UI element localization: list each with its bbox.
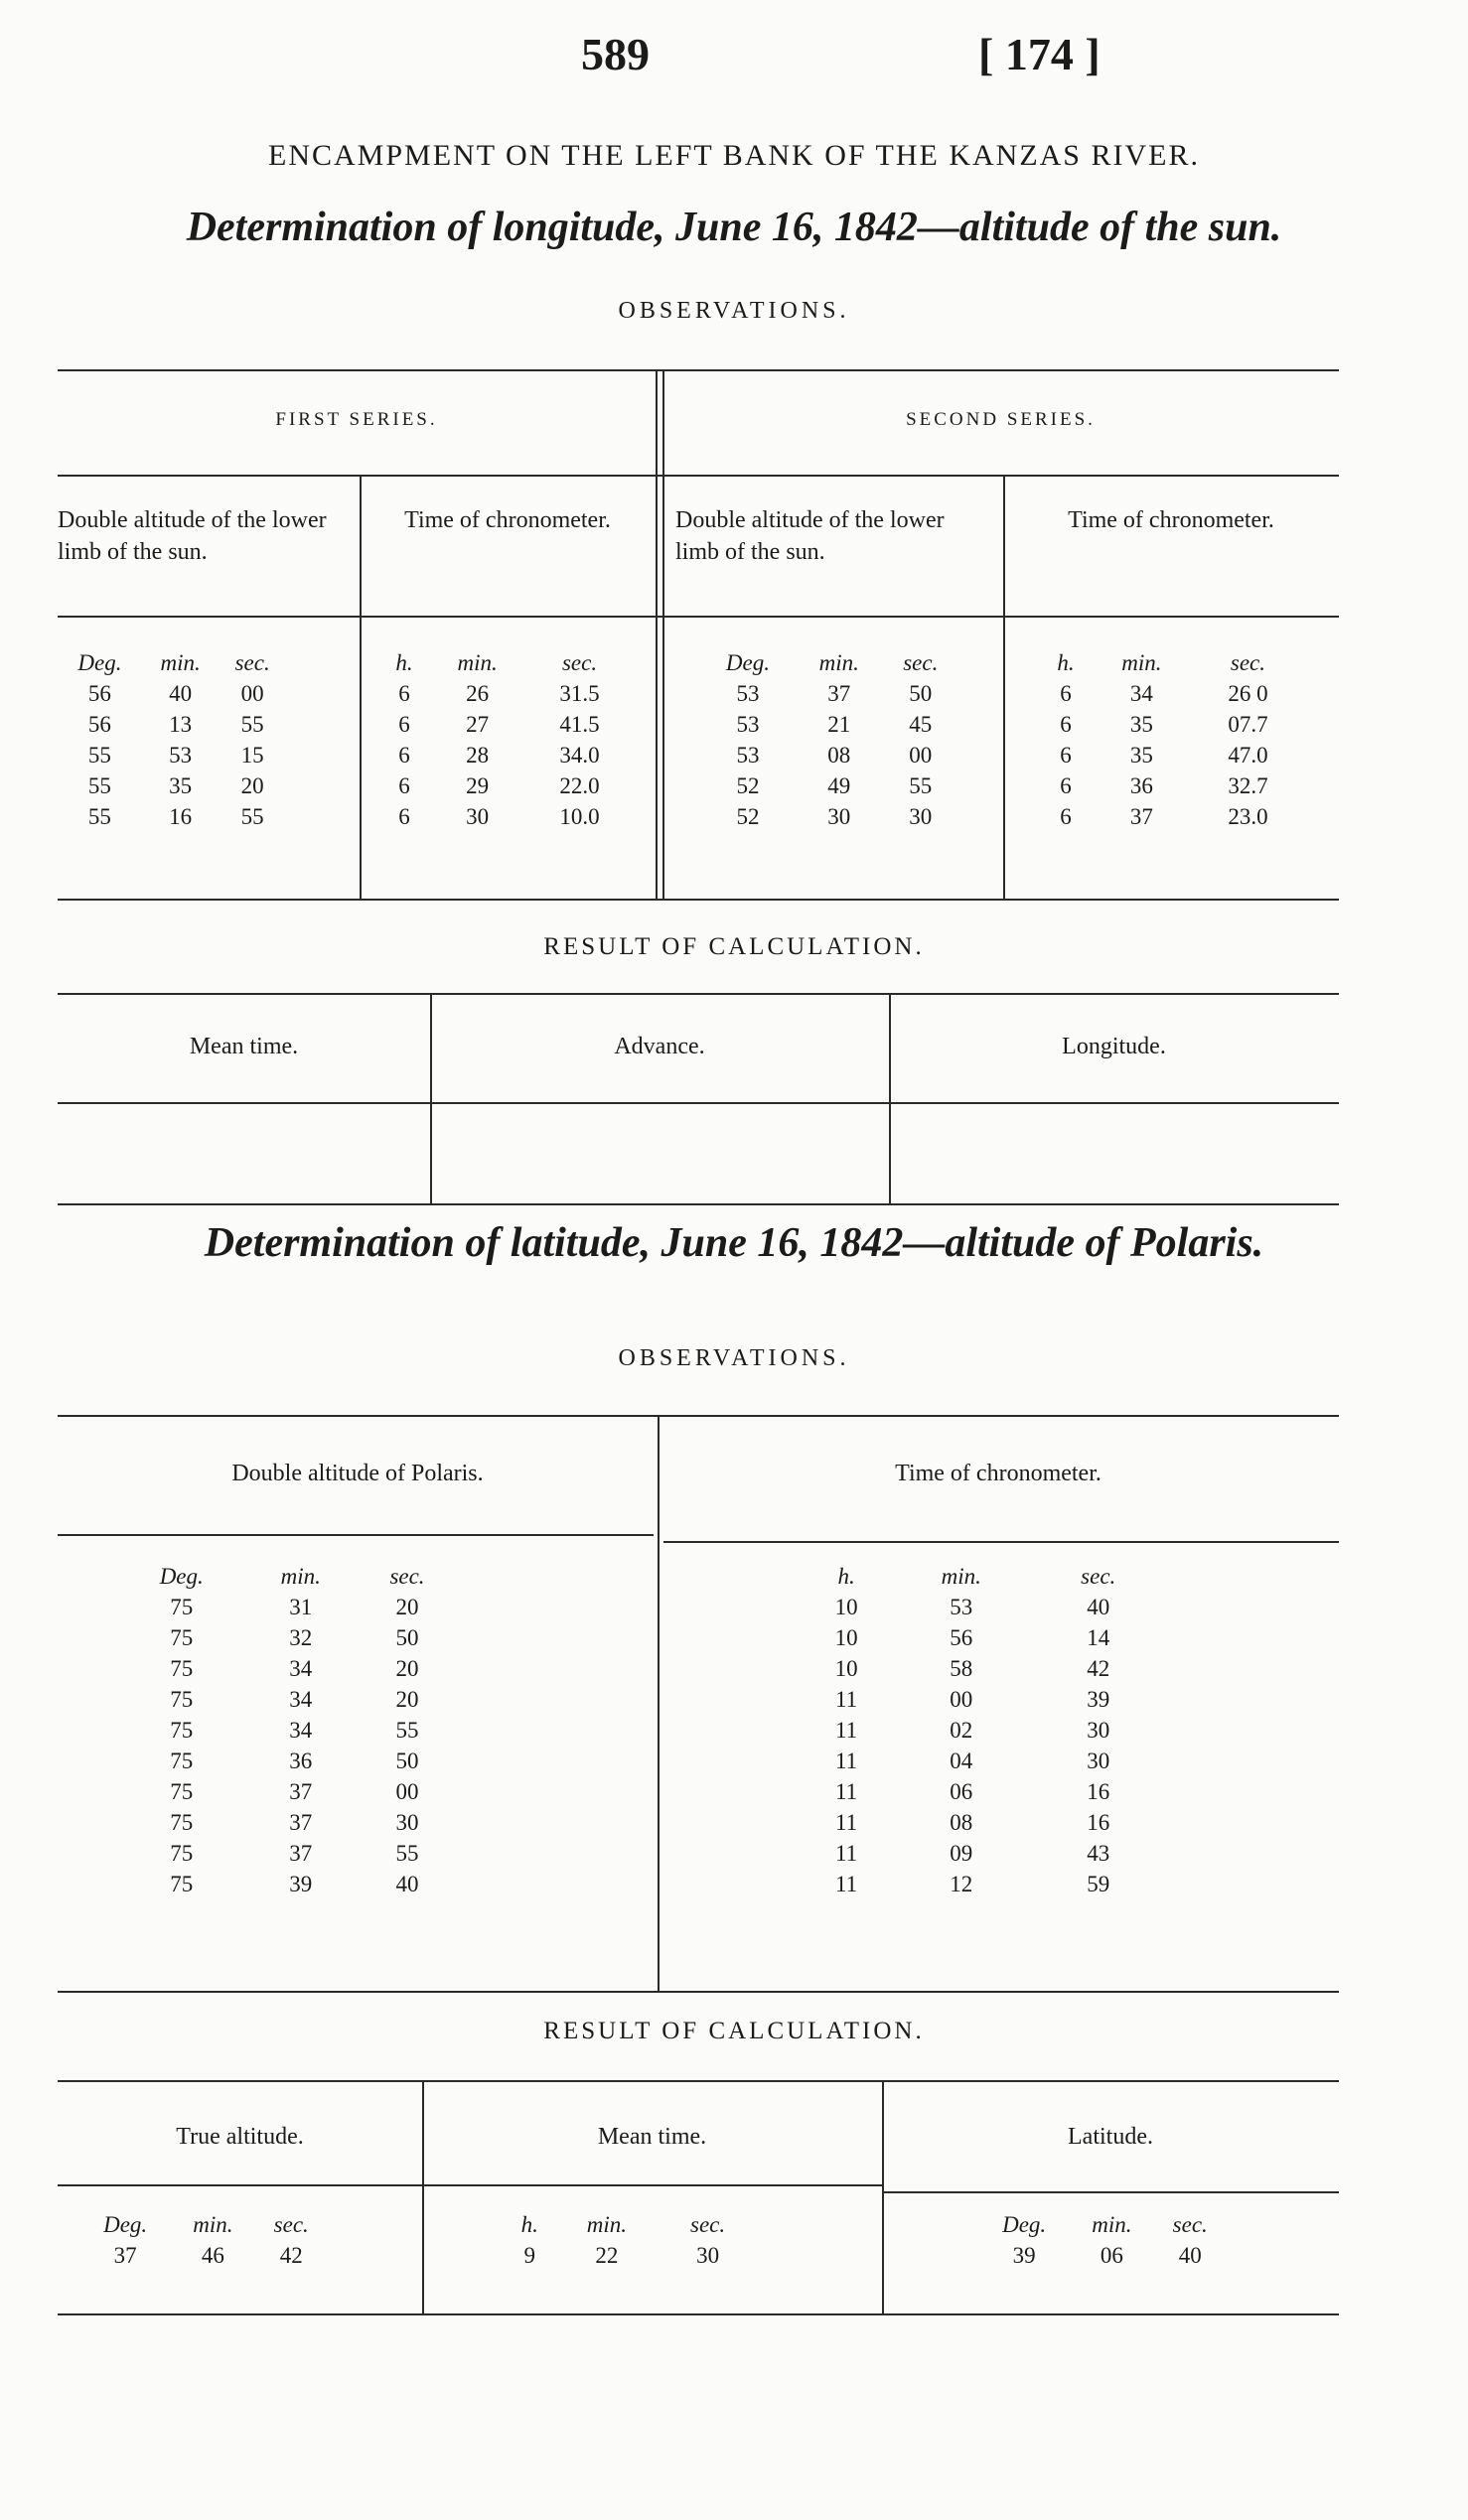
unit-h: h. [1057,649,1075,675]
unit-deg: Deg. [159,1563,204,1589]
table-row [58,770,286,801]
cell: 55 [909,772,933,798]
cell: 45 [909,711,933,737]
cell: 49 [827,772,851,798]
unit-sec: sec. [903,649,939,675]
units-row [119,1561,457,1592]
cell: 55 [87,772,111,798]
cell: 59 [1087,1871,1110,1896]
table-row [700,770,958,801]
cell: 46 [201,2242,224,2268]
cell: 06 [1100,2242,1123,2268]
latitude-altitude-values [119,1561,457,1899]
cell: 04 [950,1748,973,1773]
longitude-result-label: RESULT OF CALCULATION. [543,933,925,960]
cell: 06 [950,1778,973,1804]
second-series-time-values [1043,647,1301,832]
cell: 53 [736,711,760,737]
table-row [119,1622,457,1653]
unit-sec: sec. [690,2211,726,2237]
page-number: 589 [581,29,650,79]
cell: 31 [289,1594,313,1619]
unit-sec: sec. [273,2211,309,2237]
units-row [79,2209,328,2240]
cell: 39 [289,1871,313,1896]
cell: 52 [736,803,760,829]
cell: 75 [170,1809,194,1835]
first-time-header: Time of chronometer. [404,507,611,533]
cell: 55 [395,1840,419,1866]
cell: 56 [950,1624,973,1650]
cell: 6 [1060,742,1072,768]
second-series-altitude-values [700,647,958,832]
unit-min: min. [457,649,498,675]
cell: 30 [1087,1717,1110,1743]
table-row [1043,678,1301,709]
result-col-advance: Advance. [614,1034,705,1059]
cell: 37 [113,2242,137,2268]
cell: 55 [87,803,111,829]
cell: 6 [398,680,410,706]
cell: 14 [1087,1624,1110,1650]
units-row [382,647,631,678]
cell: 39 [1087,1686,1110,1712]
cell: 50 [909,680,933,706]
cell: 08 [950,1809,973,1835]
table-row [119,1592,457,1622]
table-row [79,2240,328,2271]
cell: 42 [279,2242,303,2268]
cell: 30 [1087,1748,1110,1773]
unit-sec: sec. [561,649,598,675]
table-row [58,801,286,832]
cell: 02 [950,1717,973,1743]
cell: 20 [395,1686,419,1712]
table-row [700,740,958,770]
table-row [507,2240,755,2271]
table-row [58,709,286,740]
unit-deg: Deg. [1002,2211,1047,2237]
cell: 75 [170,1840,194,1866]
table-row [1043,709,1301,740]
cell: 16 [169,803,193,829]
cell: 20 [240,772,264,798]
latitude-title: Determination of latitude, June 16, 1842—altitude of Polaris. [204,1220,1264,1266]
cell: 32 [289,1624,313,1650]
result-col-latitude: Latitude. [1068,2124,1153,2150]
cell: 6 [398,803,410,829]
mean-time-value [507,2209,755,2271]
cell: 40 [1087,1594,1110,1619]
table-row [805,1838,1162,1869]
cell: 26 0 [1228,680,1268,706]
table-row [119,1869,457,1899]
unit-deg: Deg. [725,649,770,675]
table-row [978,2240,1227,2271]
cell: 55 [395,1717,419,1743]
cell: 11 [835,1809,858,1835]
cell: 30 [466,803,490,829]
cell: 6 [1060,680,1072,706]
cell: 75 [170,1686,194,1712]
cell: 10.0 [559,803,600,829]
cell: 36 [289,1748,313,1773]
units-row [978,2209,1227,2240]
first-series-label: FIRST SERIES. [275,409,438,430]
cell: 29 [466,772,490,798]
longitude-title: Determination of longitude, June 16, 1842—altitude of the sun. [186,205,1282,250]
cell: 11 [835,1686,858,1712]
cell: 37 [289,1809,313,1835]
cell: 12 [950,1871,973,1896]
units-row [1043,647,1301,678]
latitude-time-values [805,1561,1162,1899]
cell: 09 [950,1840,973,1866]
cell: 15 [240,742,264,768]
cell: 6 [398,772,410,798]
unit-min: min. [941,1563,981,1589]
cell: 6 [398,711,410,737]
cell: 55 [240,711,264,737]
units-row [507,2209,755,2240]
table-row [382,709,631,740]
unit-min: min. [193,2211,233,2237]
cell: 11 [835,1778,858,1804]
unit-sec: sec. [1081,1563,1116,1589]
cell: 23.0 [1228,803,1268,829]
unit-min: min. [280,1563,321,1589]
cell: 34.0 [559,742,600,768]
cell: 75 [170,1778,194,1804]
cell: 34 [1129,680,1153,706]
unit-min: min. [586,2211,627,2237]
cell: 34 [289,1655,313,1681]
table-row [119,1776,457,1807]
cell: 00 [909,742,933,768]
cell: 37 [289,1778,313,1804]
cell: 35 [1129,742,1153,768]
table-row [1043,740,1301,770]
second-series-label: SECOND SERIES. [906,409,1096,430]
cell: 00 [950,1686,973,1712]
cell: 22 [595,2242,619,2268]
cell: 42 [1087,1655,1110,1681]
cell: 58 [950,1655,973,1681]
cell: 53 [736,680,760,706]
table-row [382,740,631,770]
unit-min: min. [818,649,859,675]
cell: 75 [170,1748,194,1773]
cell: 75 [170,1717,194,1743]
units-row [805,1561,1162,1592]
cell: 36 [1129,772,1153,798]
table-row [805,1869,1162,1899]
unit-min: min. [1121,649,1162,675]
cell: 30 [395,1809,419,1835]
cell: 30 [827,803,851,829]
cell: 75 [170,1655,194,1681]
result-col-mean-time: Mean time. [597,2124,707,2150]
cell: 22.0 [559,772,600,798]
cell: 10 [834,1594,858,1619]
unit-deg: Deg. [77,649,122,675]
cell: 41.5 [559,711,600,737]
cell: 08 [827,742,851,768]
cell: 53 [169,742,193,768]
cell: 20 [395,1655,419,1681]
first-altitude-header: Double altitude of the lower limb of the sun. [58,507,327,565]
table-row [805,1746,1162,1776]
latitude-value [978,2209,1227,2271]
result-col-longitude: Longitude. [1062,1034,1166,1059]
table-row [119,1653,457,1684]
cell: 21 [827,711,851,737]
cell: 75 [170,1871,194,1896]
unit-sec: sec. [1230,649,1266,675]
first-series-time-values [382,647,631,832]
cell: 40 [169,680,193,706]
cell: 32.7 [1228,772,1268,798]
cell: 53 [950,1594,973,1619]
latitude-result-label: RESULT OF CALCULATION. [543,2018,925,2044]
cell: 6 [1060,711,1072,737]
cell: 50 [395,1624,419,1650]
cell: 11 [835,1717,858,1743]
cell: 37 [827,680,851,706]
first-series-altitude-values [58,647,286,832]
table-row [58,678,286,709]
cell: 10 [834,1624,858,1650]
cell: 6 [398,742,410,768]
table-row [119,1684,457,1715]
page-bracket-number: [ 174 ] [978,29,1101,79]
units-row [58,647,286,678]
unit-sec: sec. [389,1563,425,1589]
cell: 43 [1087,1840,1110,1866]
cell: 07.7 [1228,711,1268,737]
result-col-mean-time: Mean time. [189,1034,299,1059]
table-row [1043,801,1301,832]
true-altitude-value [79,2209,328,2271]
cell: 16 [1087,1778,1110,1804]
unit-h: h. [520,2211,538,2237]
table-row [1043,770,1301,801]
cell: 13 [169,711,193,737]
longitude-observations-label: OBSERVATIONS. [618,298,850,324]
cell: 6 [1060,772,1072,798]
cell: 53 [736,742,760,768]
result-col-true-altitude: True altitude. [176,2124,304,2150]
cell: 6 [1060,803,1072,829]
units-row [700,647,958,678]
table-row [805,1592,1162,1622]
table-row [805,1622,1162,1653]
section-title: ENCAMPMENT ON THE LEFT BANK OF THE KANZAS RIVER. [268,139,1200,172]
cell: 47.0 [1228,742,1268,768]
cell: 11 [835,1748,858,1773]
cell: 11 [835,1840,858,1866]
cell: 34 [289,1686,313,1712]
cell: 35 [1129,711,1153,737]
cell: 31.5 [559,680,600,706]
table-row [700,801,958,832]
latitude-observations-label: OBSERVATIONS. [618,1345,850,1371]
table-row [119,1746,457,1776]
unit-h: h. [837,1563,855,1589]
table-row [382,678,631,709]
cell: 27 [466,711,490,737]
table-row [119,1807,457,1838]
unit-sec: sec. [234,649,270,675]
cell: 26 [466,680,490,706]
second-altitude-header: Double altitude of the lower limb of the sun. [675,507,945,565]
table-row [805,1653,1162,1684]
cell: 9 [523,2242,536,2268]
unit-sec: sec. [1172,2211,1208,2237]
table-row [382,801,631,832]
table-row [700,709,958,740]
cell: 30 [696,2242,720,2268]
cell: 56 [87,680,111,706]
cell: 34 [289,1717,313,1743]
table-row [382,770,631,801]
cell: 75 [170,1624,194,1650]
table-row [805,1807,1162,1838]
cell: 39 [1012,2242,1036,2268]
cell: 20 [395,1594,419,1619]
table-row [700,678,958,709]
cell: 00 [240,680,264,706]
table-row [119,1838,457,1869]
cell: 00 [395,1778,419,1804]
unit-h: h. [395,649,413,675]
cell: 28 [466,742,490,768]
cell: 16 [1087,1809,1110,1835]
cell: 50 [395,1748,419,1773]
cell: 75 [170,1594,194,1619]
unit-min: min. [160,649,201,675]
table-row [805,1776,1162,1807]
cell: 30 [909,803,933,829]
table-row [805,1684,1162,1715]
cell: 10 [834,1655,858,1681]
table-row [805,1715,1162,1746]
cell: 37 [1129,803,1153,829]
cell: 11 [835,1871,858,1896]
cell: 55 [240,803,264,829]
table-row [58,740,286,770]
cell: 56 [87,711,111,737]
cell: 55 [87,742,111,768]
latitude-altitude-header: Double altitude of Polaris. [231,1461,484,1486]
cell: 40 [395,1871,419,1896]
second-time-header: Time of chronometer. [1068,507,1274,533]
cell: 52 [736,772,760,798]
table-row [119,1715,457,1746]
cell: 35 [169,772,193,798]
latitude-time-header: Time of chronometer. [895,1461,1101,1486]
unit-min: min. [1092,2211,1132,2237]
cell: 40 [1178,2242,1202,2268]
cell: 37 [289,1840,313,1866]
unit-deg: Deg. [103,2211,148,2237]
latitude-result-table [0,0,1468,1]
